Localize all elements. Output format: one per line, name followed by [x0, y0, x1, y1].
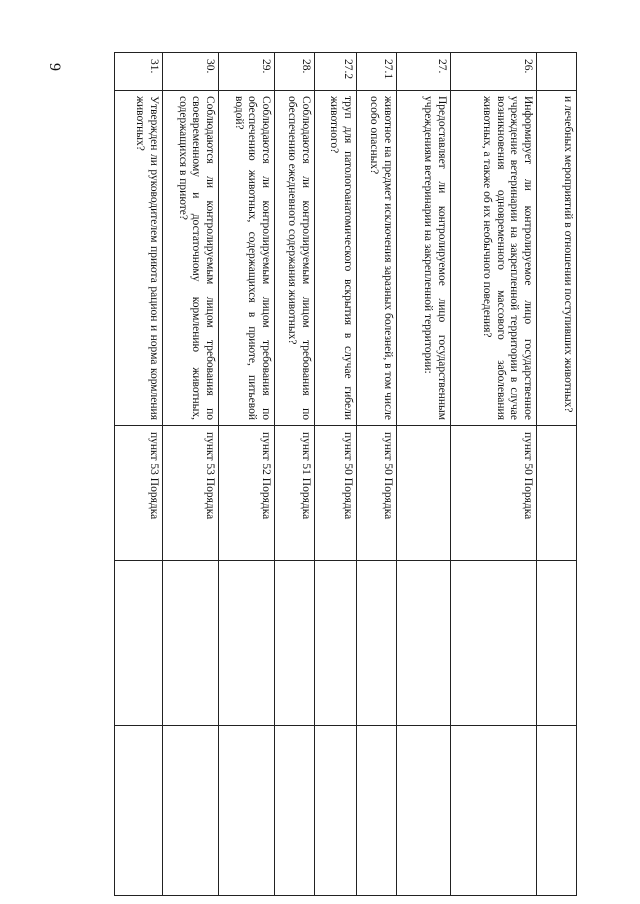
- question-cell: и лечебных мероприятий в отношении поступивших животных?: [537, 91, 577, 426]
- reference-cell: [397, 426, 451, 561]
- table-row: [275, 53, 315, 896]
- table-row: [537, 53, 577, 896]
- empty-cell: [115, 726, 163, 896]
- table-row: [397, 53, 451, 896]
- empty-cell: [451, 726, 537, 896]
- row-number: 27.: [397, 53, 451, 91]
- empty-cell: [219, 726, 275, 896]
- empty-cell: [115, 561, 163, 726]
- empty-cell: [537, 561, 577, 726]
- reference-cell: пункт 50 Порядка: [315, 426, 357, 561]
- question-cell: животное на предмет исключения заразных болезней, в том числе особо опасных?: [357, 91, 397, 426]
- reference-cell: пункт 51 Порядка: [275, 426, 315, 561]
- empty-cell: [163, 561, 219, 726]
- row-number: 29.: [219, 53, 275, 91]
- row-number: 28.: [275, 53, 315, 91]
- table-row: [357, 53, 397, 896]
- row-number: 30.: [163, 53, 219, 91]
- empty-cell: [315, 726, 357, 896]
- empty-cell: [219, 561, 275, 726]
- row-number: [537, 53, 577, 91]
- empty-cell: [397, 561, 451, 726]
- checklist-table: [114, 52, 577, 896]
- empty-cell: [357, 561, 397, 726]
- table-row: [115, 53, 163, 896]
- row-number: 27.1: [357, 53, 397, 91]
- question-cell: Соблюдаются ли контролируемым лицом требования по своевременному и достаточному кормлению животных, содержащихся в приюте?: [163, 91, 219, 426]
- question-cell: Соблюдаются ли контролируемым лицом требования по обеспечению ежедневного содержания животных?: [275, 91, 315, 426]
- reference-cell: пункт 50 Порядка: [357, 426, 397, 561]
- empty-cell: [397, 726, 451, 896]
- row-number: 31.: [115, 53, 163, 91]
- row-number: 26.: [451, 53, 537, 91]
- empty-cell: [315, 561, 357, 726]
- row-number: 27.2: [315, 53, 357, 91]
- empty-cell: [357, 726, 397, 896]
- reference-cell: пункт 53 Порядка: [115, 426, 163, 561]
- checklist-table-rotated: [115, 52, 577, 895]
- empty-cell: [275, 561, 315, 726]
- reference-cell: пункт 50 Порядка: [451, 426, 537, 561]
- table-row: [163, 53, 219, 896]
- question-cell: Утвержден ли руководителем приюта рацион и норма кормления животных?: [115, 91, 163, 426]
- empty-cell: [537, 726, 577, 896]
- empty-cell: [163, 726, 219, 896]
- reference-cell: пункт 53 Порядка: [163, 426, 219, 561]
- question-cell: Предоставляет ли контролируемое лицо государственным учреждениям ветеринарии на закрепленной территории:: [397, 91, 451, 426]
- question-cell: Информирует ли контролируемое лицо государственное учреждение ветеринарии на закрепленной территории в случае возникновения одновременного массового заболевания животных, а также об их необычного поведения?: [451, 91, 537, 426]
- empty-cell: [451, 561, 537, 726]
- question-cell: Соблюдаются ли контролируемым лицом требования по обеспечению животных, содержащихся в приюте, питьевой водой?: [219, 91, 275, 426]
- page-number: 9: [46, 63, 63, 71]
- empty-cell: [275, 726, 315, 896]
- reference-cell: [537, 426, 577, 561]
- reference-cell: пункт 52 Порядка: [219, 426, 275, 561]
- table-row: [451, 53, 537, 896]
- table-row: [219, 53, 275, 896]
- question-cell: труп для патологоанатомического вскрытия в случае гибели животного?: [315, 91, 357, 426]
- table-row: [315, 53, 357, 896]
